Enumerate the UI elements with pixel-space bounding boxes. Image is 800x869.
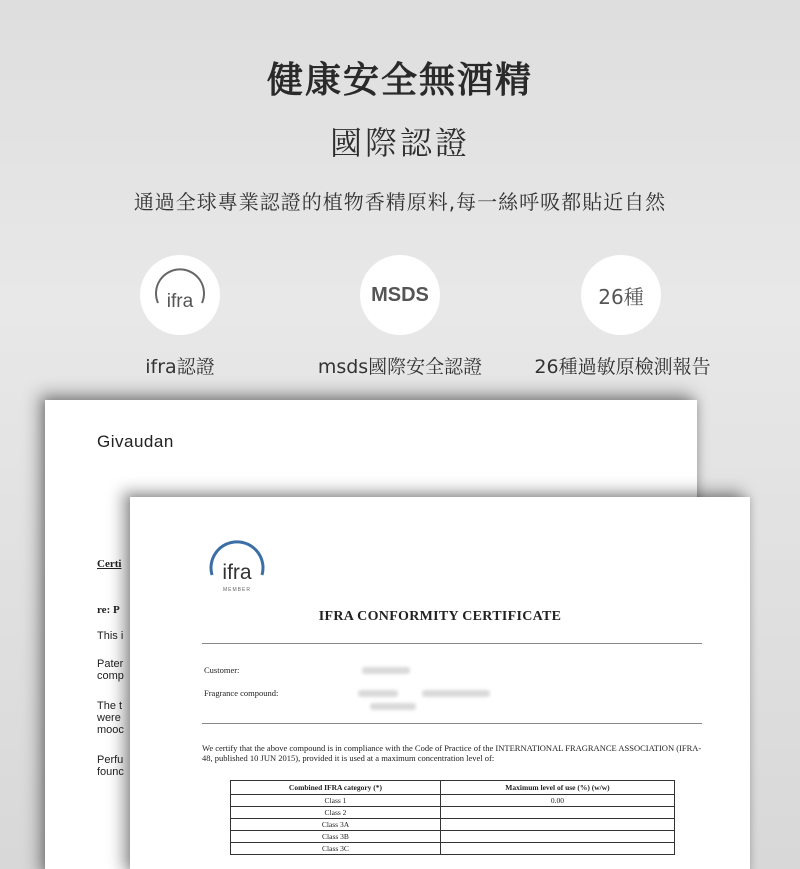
doc-fragment: This i <box>97 630 124 642</box>
table-cell: Class 3A <box>231 819 441 831</box>
table-cell <box>440 843 674 855</box>
26-types-icon: 26種 <box>598 284 644 309</box>
divider <box>202 643 702 644</box>
ifra-badge-text: ifra <box>166 291 194 312</box>
redacted-value <box>422 690 490 697</box>
table-cell: 0.00 <box>440 795 674 807</box>
doc-fragment: mooc <box>97 724 124 736</box>
table-cell <box>440 819 674 831</box>
ifra-label: ifra認證 <box>145 356 215 378</box>
doc-fragment: Pater <box>97 658 124 670</box>
doc-fragment: Certi <box>97 558 122 570</box>
table-header: Maximum level of use (%) (w/w) <box>440 781 674 795</box>
doc-fragment: Perfu <box>97 754 124 766</box>
table-header: Combined IFRA category (*) <box>231 781 441 795</box>
doc-fragment: were <box>97 712 121 724</box>
allergen-label: 26種過敏原檢測報告 <box>534 356 711 378</box>
customer-label: Customer: <box>204 665 240 675</box>
msds-icon: MSDS <box>371 283 429 306</box>
page-title: 健康安全無酒精 <box>266 60 533 101</box>
table-cell: Class 2 <box>231 807 441 819</box>
redacted-value <box>370 703 416 710</box>
ifra-logo-text: ifra <box>222 561 252 584</box>
doc-fragment: comp <box>97 670 124 682</box>
conformity-statement: We certify that the above compound is in compliance with the Code of Practice of the INTERNATIONAL FRAGRANCE ASSOCIATION (IFRA-48, published 10 JUN 2015), provided it is used at a maximum concentration level of: <box>202 743 702 763</box>
tagline: 通過全球專業認證的植物香精原料,每一絲呼吸都貼近自然 <box>133 190 667 214</box>
redacted-value <box>362 667 410 674</box>
ifra-member-text: MEMBER <box>223 587 251 593</box>
table-cell: Class 1 <box>231 795 441 807</box>
table-cell <box>440 831 674 843</box>
table-row <box>231 795 675 807</box>
table-row <box>231 819 675 831</box>
certificate-title: IFRA CONFORMITY CERTIFICATE <box>318 609 562 624</box>
doc-fragment: re: P <box>97 604 120 616</box>
ifra-logo-icon <box>148 263 212 327</box>
redacted-value <box>358 690 398 697</box>
allergen-badge <box>581 255 661 335</box>
table-cell: Class 3B <box>231 831 441 843</box>
divider <box>202 723 702 724</box>
msds-label: msds國際安全認證 <box>317 356 483 378</box>
table-cell <box>440 807 674 819</box>
ifra-badge <box>140 255 220 335</box>
table-header-row <box>231 781 675 795</box>
table-row <box>231 831 675 843</box>
category-table <box>230 780 675 855</box>
page-subtitle: 國際認證 <box>329 124 470 162</box>
ifra-member-logo <box>202 533 272 597</box>
fragrance-label: Fragrance compound: <box>204 688 279 698</box>
msds-badge <box>360 255 440 335</box>
doc-fragment: The t <box>97 700 123 712</box>
ifra-certificate <box>130 497 750 869</box>
table-row <box>231 843 675 855</box>
company-name: Givaudan <box>97 432 174 451</box>
table-cell: Class 3C <box>231 843 441 855</box>
doc-fragment: founc <box>97 766 124 778</box>
table-row <box>231 807 675 819</box>
